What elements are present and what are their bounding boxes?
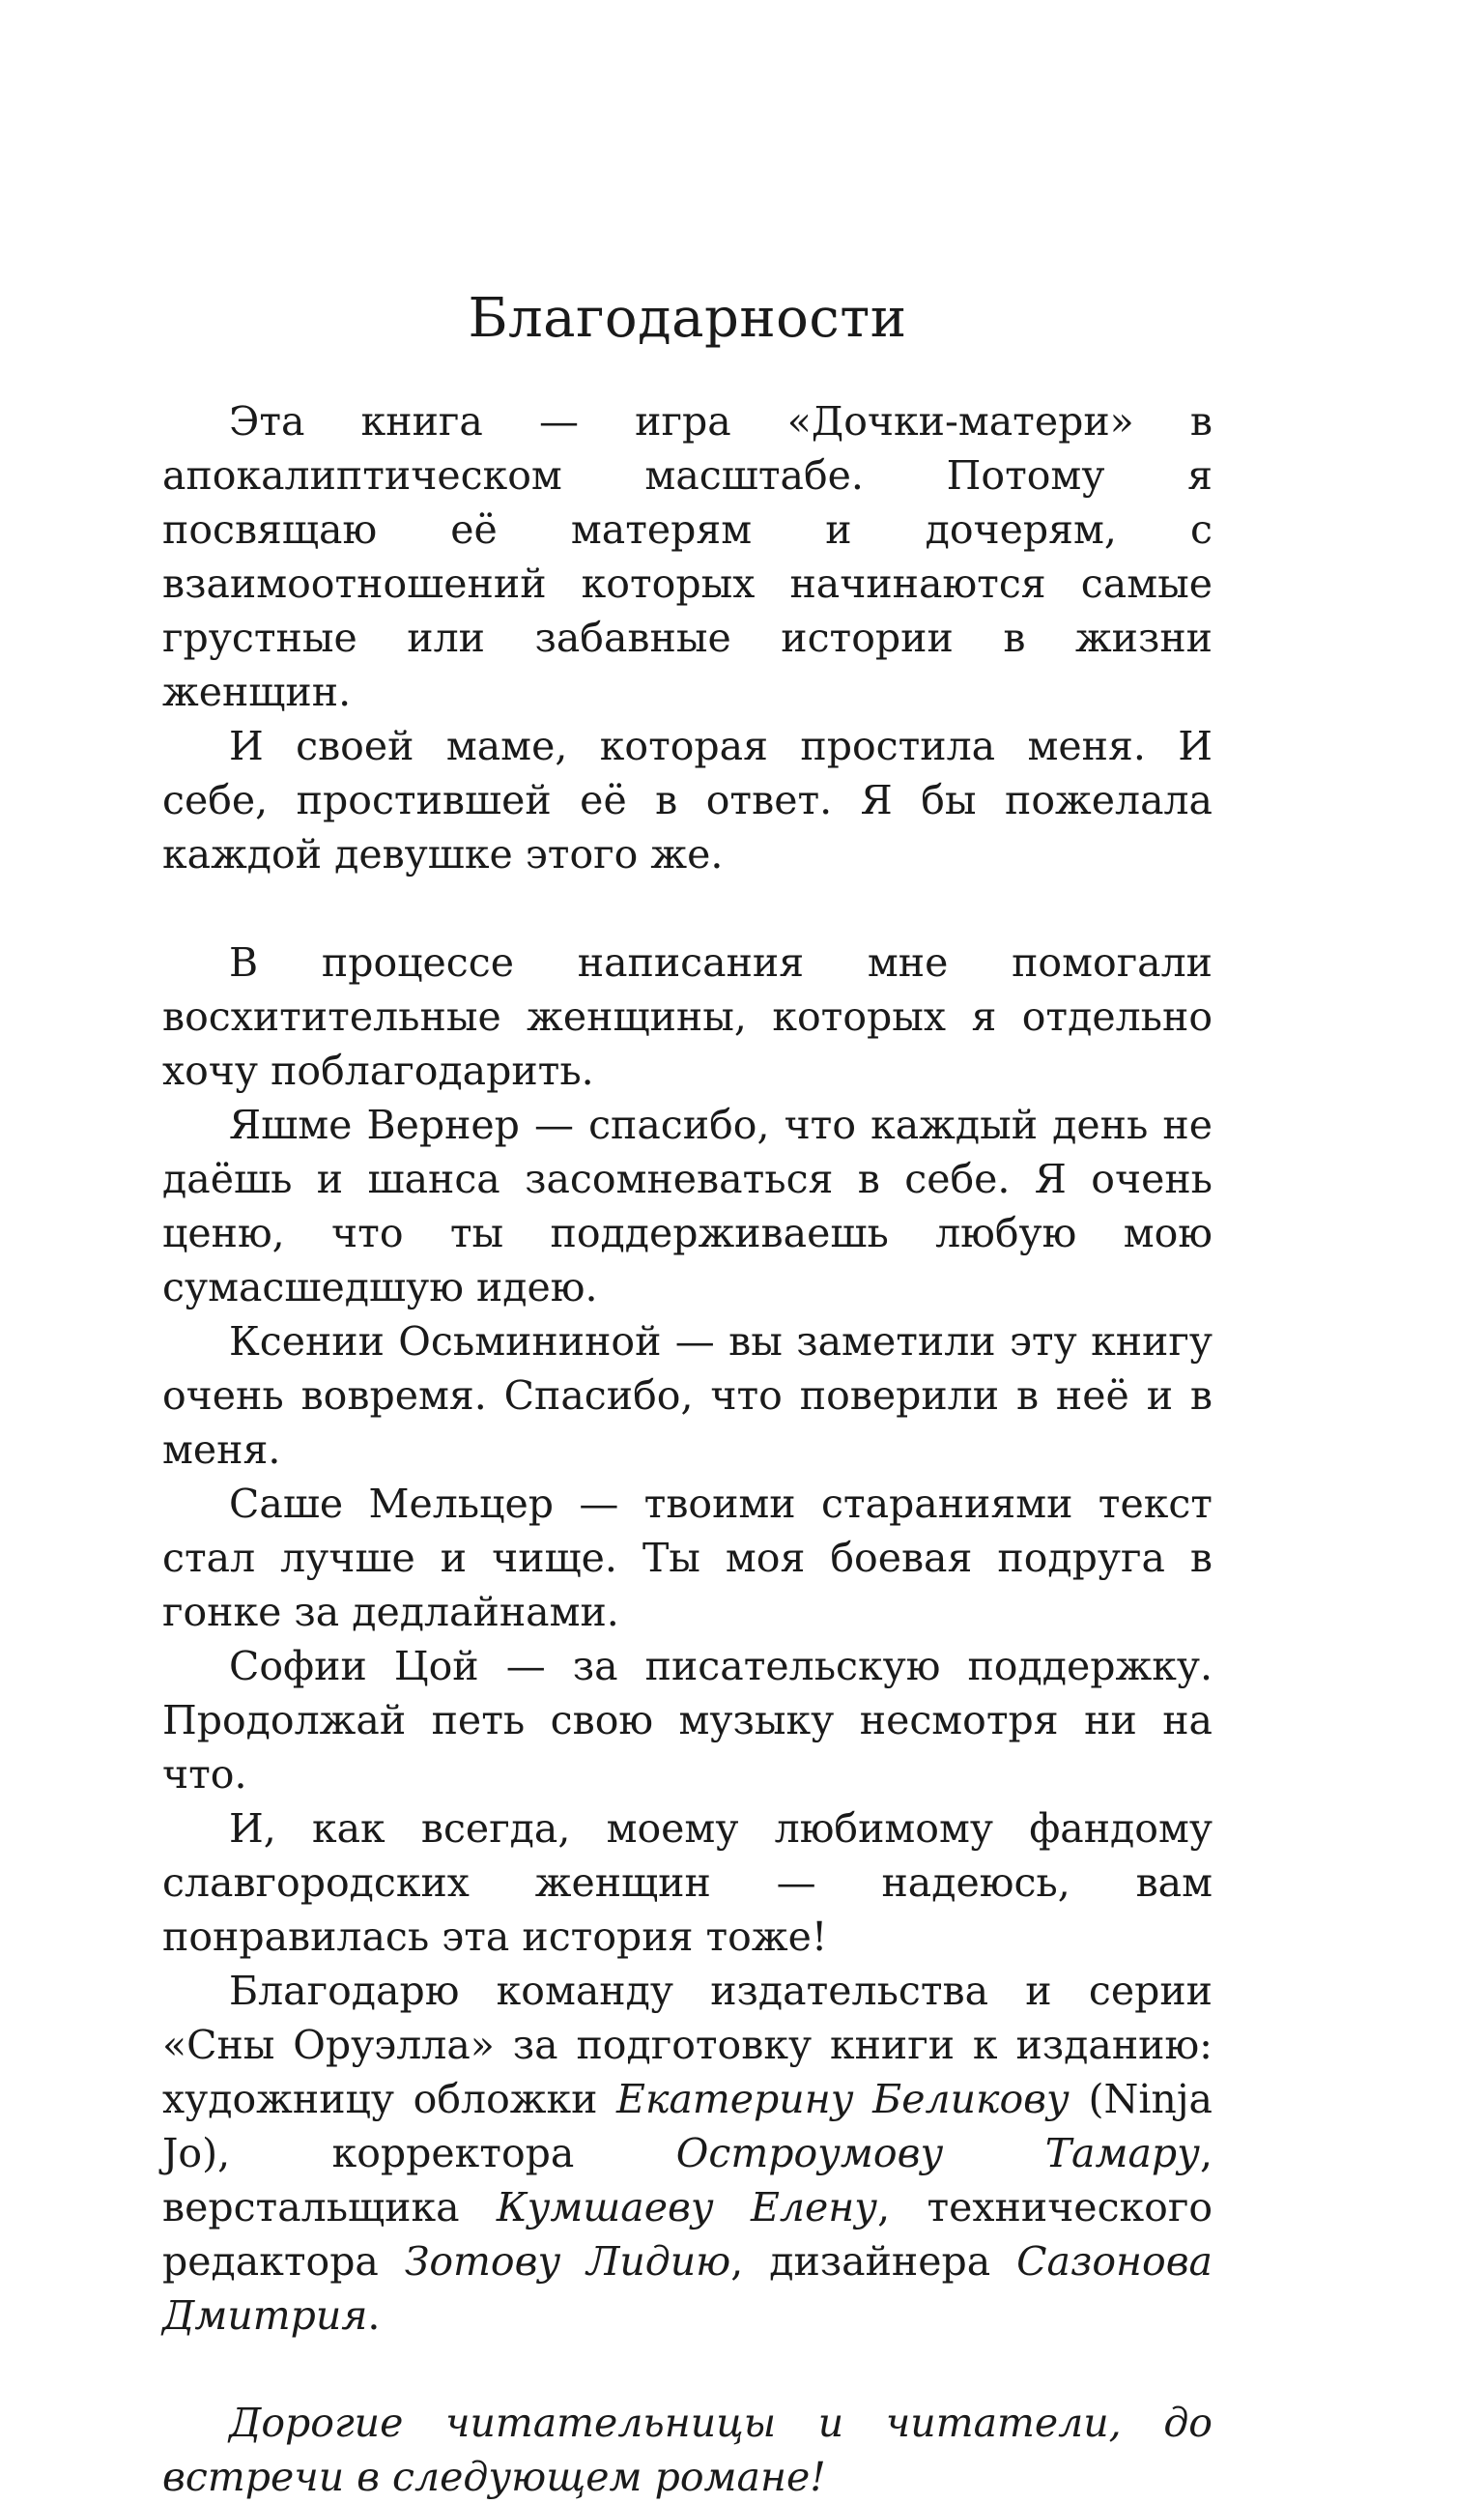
paragraph-sasha: Саше Мельцер — твоими стараниями текст стал лучше и чище. Ты моя боевая подруга в гонке за дедлайнами. [162, 1481, 1213, 1635]
paragraph-yashma: Яшме Вернер — спасибо, что каждый день не даёшь и шанса засомневаться в себе. Я очень ценю, что ты поддерживаешь любую мою сумасшедшую идею. [162, 1102, 1213, 1310]
credit-typesetter: Кумшаеву Елену [496, 2184, 878, 2231]
page-title: Благодарности [468, 287, 907, 350]
paragraph-mother: И своей маме, которая простила меня. И себе, простившей её в ответ. Я бы пожелала каждой девушке этого же. [162, 723, 1213, 878]
credits-sep-3: , дизайнера [730, 2238, 1017, 2285]
paragraph-publisher-credits [162, 1964, 1213, 2343]
section-gap [162, 2343, 1213, 2396]
credit-cover-artist: Екатерину Беликову [616, 2076, 1070, 2122]
credit-designer: Сазонова Дмитрия [162, 2238, 1213, 2339]
credit-tech-editor: Зотову Лидию [404, 2238, 731, 2285]
credit-proofreader: Остроумову Тамару [675, 2130, 1200, 2176]
section-gap [162, 881, 1213, 935]
credits-sep-2: , технического редактора [162, 2184, 1213, 2285]
book-page [162, 280, 1213, 2504]
credits-sep-1: , верстальщика [162, 2130, 1213, 2231]
dedication-section [162, 394, 1213, 881]
closing-note: Дорогие читательницы и читатели, до встречи в следующем романе! [162, 2400, 1213, 2500]
credits-artist-alias: (Ninja Jo), корректора [162, 2076, 1213, 2176]
paragraph-fandom: И, как всегда, моему любимому фандому славгородских женщин — надеюсь, вам понравилась эта история тоже! [162, 1805, 1213, 1960]
paragraph-ksenia: Ксении Осьмининой — вы заметили эту книгу очень вовремя. Спасибо, что поверили в неё и в меня. [162, 1318, 1213, 1473]
paragraph-helpers: В процессе написания мне помогали восхитительные женщины, которых я отдельно хочу поблагодарить. [162, 939, 1213, 1094]
paragraph-dedication: Эта книга — игра «Дочки-матери» в апокалиптическом масштабе. Потому я посвящаю её матерям и дочерям, с взаимоотношений которых начинаются самые грустные или забавные истории в жизни женщин. [162, 398, 1213, 715]
credits-intro: Благодарю команду издательства и серии «Сны Оруэлла» за подготовку книги к изданию: художницу обложки [162, 1968, 1213, 2122]
thanks-section [162, 935, 1213, 2343]
paragraph-sofia: Софии Цой — за писательскую поддержку. Продолжай петь свою музыку несмотря ни на что. [162, 1643, 1213, 1798]
credits-end: . [367, 2292, 381, 2339]
